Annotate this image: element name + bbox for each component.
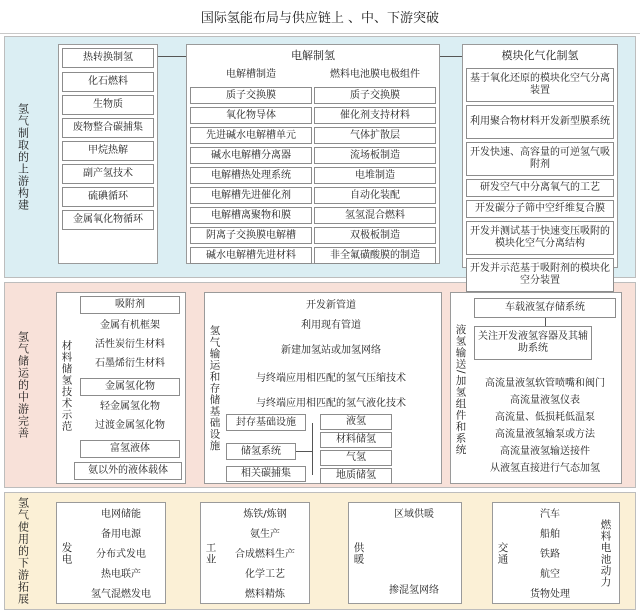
- storage-type-item: 气氢: [320, 450, 392, 466]
- onboard-connector: [545, 318, 546, 326]
- electrolyzer-header: 电解槽制造: [226, 69, 276, 80]
- page-title: 国际氢能布局与供应链上 、中、下游突破: [0, 0, 640, 34]
- modular-header: 模块化气化制氢: [501, 49, 579, 62]
- storage-system-box: 储氢系统: [226, 443, 296, 460]
- electrolyzer-item: 氧化物导体: [190, 107, 312, 124]
- ammonia-carrier-box: 氨以外的液体载体: [74, 462, 182, 480]
- modular-item: 基于氧化还原的模块化空气分离装置: [466, 68, 614, 102]
- infrastructure-label: 氢气输运和存储基础设施: [208, 324, 221, 452]
- storage-type-item: 地质储氢: [320, 468, 392, 484]
- thermal-item: 金属氧化物循环: [62, 210, 154, 230]
- industry-label: 工业: [204, 541, 217, 565]
- adsorbent-item: 金属有机框架: [100, 319, 160, 331]
- power-item: 氢气混燃发电: [91, 589, 151, 600]
- storage-type-item: 材料储氢: [320, 432, 392, 448]
- power-item: 热电联产: [101, 569, 141, 580]
- mea-item: 气体扩散层: [314, 127, 436, 144]
- electrolyzer-item: 阴离子交换膜电解槽: [190, 227, 312, 244]
- modular-item: 开发并示范基于吸附剂的模块化空分装置: [466, 258, 614, 292]
- transport-item: 货物处理: [530, 589, 570, 600]
- electrolyzer-item: 电解槽热处理系统: [190, 167, 312, 184]
- thermal-item: 废物整合碳捕集: [62, 118, 154, 138]
- mea-item: 流场板制造: [314, 147, 436, 164]
- infrastructure-item: 与终端应用相匹配的氢气液化技术: [256, 398, 406, 409]
- modular-item: 开发快速、高容量的可逆氢气吸附剂: [466, 142, 614, 176]
- electrolyzer-item: 电解槽离聚物和膜: [190, 207, 312, 224]
- storage-branch-v: [312, 423, 313, 475]
- power-item: 电网储能: [101, 509, 141, 520]
- modular-item: 研发空气中分离氧气的工艺: [466, 179, 614, 197]
- infrastructure-item: 与终端应用相匹配的氢气压缩技术: [256, 373, 406, 384]
- adsorbent-header: 吸附剂: [80, 296, 180, 314]
- hydride-header: 金属氢化物: [80, 378, 180, 396]
- onboard-storage-box: 车载液氢存储系统: [474, 298, 616, 318]
- electrolyzer-item: 质子交换膜: [190, 87, 312, 104]
- industry-item: 化学工艺: [245, 569, 285, 580]
- modular-item: 利用聚合物材料开发新型膜系统: [466, 105, 614, 139]
- midstream-band-label: 氢气储运的中游完善: [16, 331, 30, 439]
- industry-item: 合成燃料生产: [235, 549, 295, 560]
- thermal-header: 热转换制氢: [62, 48, 154, 68]
- mea-item: 双极板制造: [314, 227, 436, 244]
- liquid-label: 液氢输送/加氢组件和系统: [454, 324, 467, 456]
- liquid-item: 高流量液氢输泵或方法: [495, 429, 595, 440]
- infrastructure-item: 新建加氢站或加氢网络: [281, 345, 381, 356]
- mea-item: 自动化装配: [314, 187, 436, 204]
- thermal-item: 化石燃料: [62, 72, 154, 92]
- storage-branch-h: [296, 451, 312, 452]
- mea-item: 催化剂支持材料: [314, 107, 436, 124]
- infrastructure-item: 开发新管道: [306, 300, 356, 311]
- modular-item: 开发并测试基于快速变压吸附的模块化空气分离结构: [466, 221, 614, 255]
- electrolyzer-item: 先进碱水电解槽单元: [190, 127, 312, 144]
- carbon-capture-box: 相关碳捕集: [226, 466, 306, 482]
- power-item: 备用电源: [101, 529, 141, 540]
- heating-item: 区域供暖: [394, 509, 434, 520]
- hydride-item: 轻金属氢化物: [100, 400, 160, 412]
- mea-item: 非全氟磺酸膜的制造: [314, 247, 436, 264]
- adsorbent-item: 石墨烯衍生材料: [95, 357, 165, 369]
- hydride-item: 过渡金属氢化物: [95, 419, 165, 431]
- electrolyzer-item: 碱水电解槽先进材料: [190, 247, 312, 264]
- power-label: 发电: [60, 541, 73, 565]
- electrolyzer-item: 电解槽先进催化剂: [190, 187, 312, 204]
- adsorbent-item: 活性炭衍生材料: [95, 338, 165, 350]
- mea-item: 氢氢混合燃料: [314, 207, 436, 224]
- electrolyzer-item: 碱水电解槽分离器: [190, 147, 312, 164]
- upstream-band-label: 氢气制取的上游构建: [16, 103, 30, 211]
- industry-item: 氨生产: [250, 529, 280, 540]
- fuelcell-label: 燃料电池动力: [599, 518, 612, 588]
- heating-label: 供暖: [352, 541, 365, 565]
- transport-item: 汽车: [540, 509, 560, 520]
- thermal-item: 硫碘循环: [62, 187, 154, 207]
- transport-item: 航空: [540, 569, 560, 580]
- mea-item: 质子交换膜: [314, 87, 436, 104]
- downstream-band-label: 氢气使用的下游拓展: [16, 497, 30, 605]
- liquid-rich-box: 富氢液体: [80, 440, 180, 458]
- thermal-item: 副产氢技术: [62, 164, 154, 184]
- electrolysis-header: 电解制氢: [291, 49, 335, 62]
- transport-item: 铁路: [540, 549, 560, 560]
- mea-item: 电堆制造: [314, 167, 436, 184]
- liquid-item: 高流量、低损耗低温泵: [495, 412, 595, 423]
- power-item: 分布式发电: [96, 549, 146, 560]
- liquid-item: 高流量液氢软管喷嘴和阀门: [485, 378, 605, 389]
- material-storage-label: 材料储氢技术示范: [60, 340, 73, 432]
- thermal-item: 甲烷热解: [62, 141, 154, 161]
- liquid-item: 高流量液氢输送接件: [500, 446, 590, 457]
- container-box: 关注开发液氢容器及其辅助系统: [474, 326, 592, 360]
- liquid-item: 从液氢直接进行气态加氢: [490, 463, 600, 474]
- thermal-item: 生物质: [62, 95, 154, 115]
- liquid-item: 高流量液氢仪表: [510, 395, 580, 406]
- heating-item: 掺混氢网络: [389, 585, 439, 596]
- mea-header: 燃料电池膜电极组件: [330, 69, 420, 80]
- industry-item: 燃料精炼: [245, 589, 285, 600]
- storage-facility-box: 封存基础设施: [226, 414, 306, 431]
- transport-label: 交通: [496, 541, 509, 565]
- transport-item: 船舶: [540, 529, 560, 540]
- infrastructure-item: 利用现有管道: [301, 320, 361, 331]
- industry-item: 炼铁/炼钢: [243, 509, 287, 520]
- storage-type-item: 液氢: [320, 414, 392, 430]
- modular-item: 开发碳分子筛中空纤维复合膜: [466, 200, 614, 218]
